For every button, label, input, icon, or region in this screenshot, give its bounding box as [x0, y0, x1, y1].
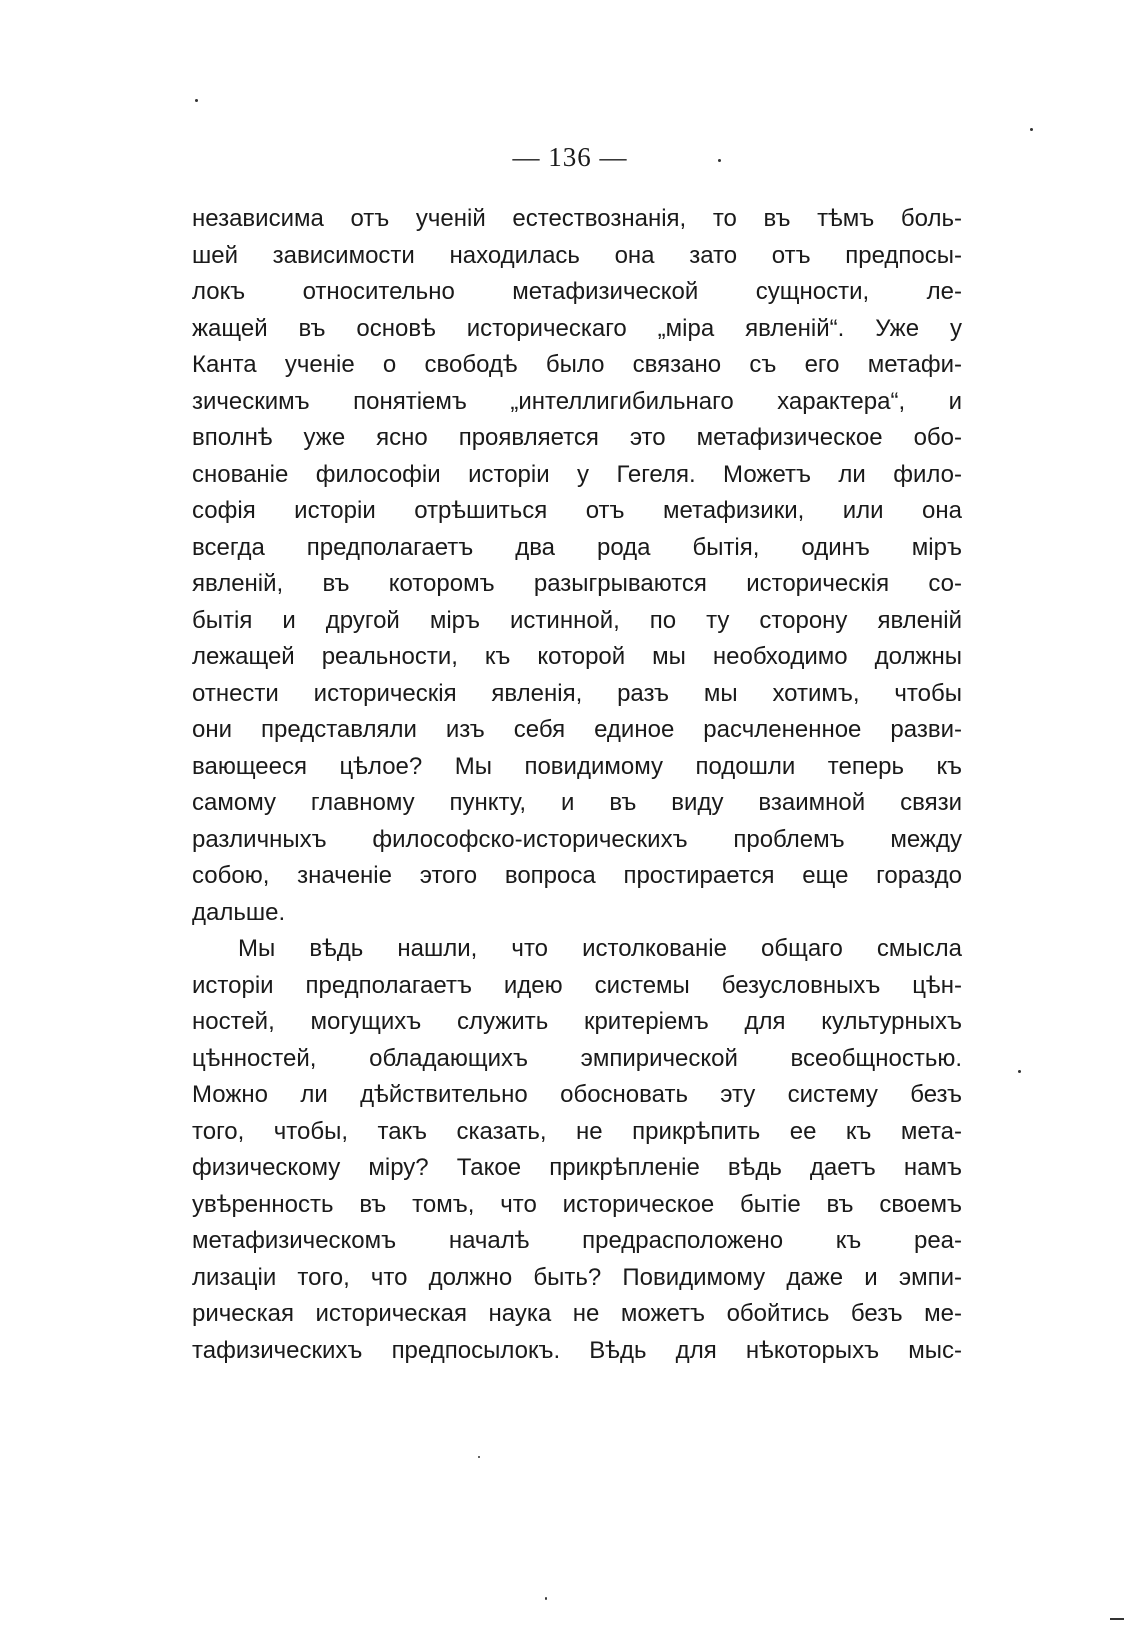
- scan-speck: [545, 1597, 547, 1600]
- paragraph-2: [192, 931, 962, 1369]
- page-number: — 136 —: [512, 142, 628, 172]
- text-line: метафизическомъ началѣ предрасположено къ реа-: [192, 1227, 962, 1254]
- text-line: вполнѣ уже ясно проявляется это метафизическое обо-: [192, 424, 962, 451]
- body-text: [192, 201, 962, 1369]
- scan-speck: [195, 99, 198, 102]
- text-line: собою, значеніе этого вопроса простирается еще гораздо: [192, 862, 962, 889]
- text-line: лежащей реальности, къ которой мы необходимо должны: [192, 643, 962, 670]
- text-line: самому главному пункту, и въ виду взаимной связи: [192, 789, 962, 816]
- text-line: бытія и другой міръ истинной, по ту сторону явленій: [192, 606, 962, 634]
- text-line: увѣренность въ томъ, что историческое бытіе въ своемъ: [192, 1190, 962, 1218]
- text-line: зическимъ понятіемъ „интеллигибильнаго характера“, и: [192, 387, 962, 415]
- paragraph-1: [192, 201, 962, 931]
- text-line: ностей, могущихъ служить критеріемъ для культурныхъ: [192, 1008, 962, 1035]
- text-line: локъ относительно метафизической сущности, ле-: [192, 278, 962, 305]
- text-line: снованіе философіи исторіи у Гегеля. Можетъ ли фило-: [192, 460, 962, 488]
- scan-speck: [1018, 1070, 1021, 1073]
- scan-speck: [1110, 1618, 1124, 1620]
- text-line: жащей въ основѣ историческаго „міра явленій“. Уже у: [192, 314, 962, 342]
- text-line: Канта ученіе о свободѣ было связано съ его метафи-: [192, 351, 962, 378]
- text-line: явленій, въ которомъ разыгрываются историческія со-: [192, 570, 962, 597]
- text-line: рическая историческая наука не можетъ обойтись безъ ме-: [192, 1300, 962, 1327]
- text-line: дальше.: [192, 898, 286, 926]
- text-line: Можно ли дѣйствительно обосновать эту систему безъ: [192, 1081, 962, 1108]
- text-line: всегда предполагаетъ два рода бытія, одинъ міръ: [192, 533, 962, 561]
- text-line: софія исторіи отрѣшиться отъ метафизики, или она: [192, 497, 962, 524]
- text-line: тафизическихъ предпосылокъ. Вѣдь для нѣкоторыхъ мыс-: [192, 1336, 962, 1364]
- text-line: того, чтобы, такъ сказать, не прикрѣпить ее къ мета-: [192, 1117, 962, 1145]
- text-line: различныхъ философско-историческихъ проблемъ между: [192, 825, 962, 853]
- scan-speck: [718, 159, 721, 162]
- scan-speck: [478, 1456, 480, 1458]
- scan-speck: [1030, 128, 1033, 131]
- text-line: шей зависимости находилась она зато отъ предпосы-: [192, 241, 962, 269]
- text-line: Мы вѣдь нашли, что истолкованіе общаго смысла: [238, 935, 962, 962]
- text-line: физическому міру? Такое прикрѣпленіе вѣдь даетъ намъ: [192, 1154, 962, 1181]
- text-line: независима отъ ученій естествознанія, то въ тѣмъ боль-: [192, 205, 962, 232]
- text-line: лизаціи того, что должно быть? Повидимому даже и эмпи-: [192, 1263, 962, 1291]
- text-line: исторіи предполагаетъ идею системы безусловныхъ цѣн-: [192, 971, 962, 999]
- text-line: вающееся цѣлое? Мы повидимому подошли теперь къ: [192, 752, 962, 780]
- text-line: они представляли изъ себя единое расчлененное разви-: [192, 716, 962, 743]
- text-line: цѣнностей, обладающихъ эмпирической всеобщностью.: [192, 1044, 962, 1072]
- text-line: отнести историческія явленія, разъ мы хотимъ, чтобы: [192, 679, 962, 707]
